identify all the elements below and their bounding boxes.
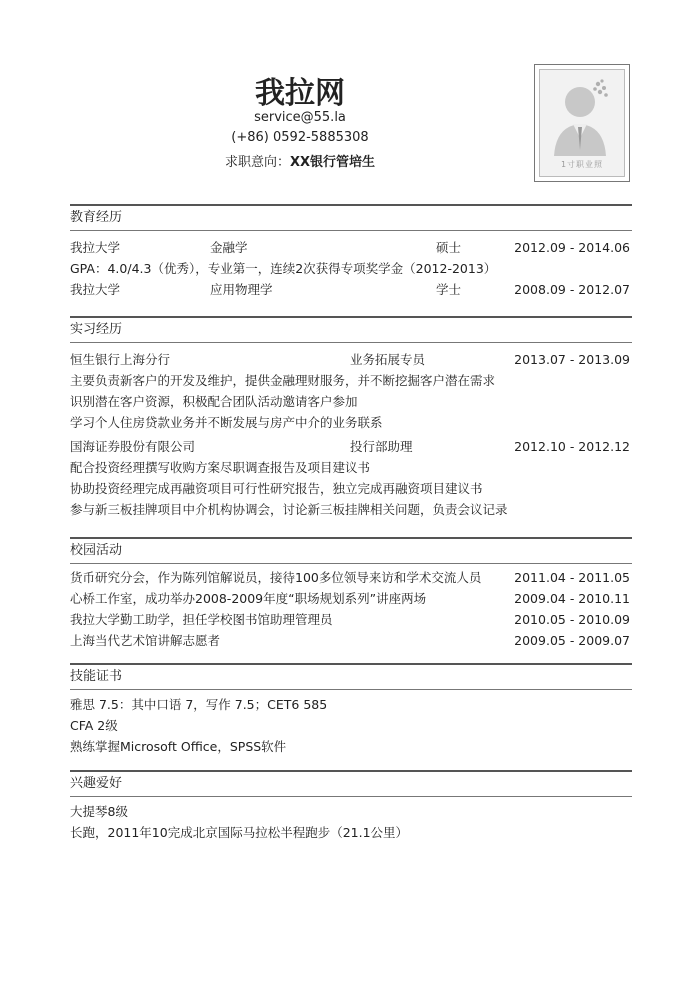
school-name: 我拉大学 [70, 282, 121, 297]
detail-line: 配合投资经理撰写收购方案尽职调查报告及项目建议书 [70, 460, 371, 475]
date-range: 2012.09 - 2014.06 [514, 240, 630, 255]
campus-entry [70, 609, 632, 630]
school-name: 我拉大学 [70, 240, 121, 255]
applicant-name: 我拉网 [255, 76, 345, 111]
profile-photo-placeholder [534, 64, 630, 182]
degree: 硕士 [436, 240, 462, 255]
skill-line: CFA 2级 [70, 718, 118, 733]
activity-text: 我拉大学勤工助学，担任学校图书馆助理管理员 [70, 612, 333, 627]
education-title: 教育经历 [70, 204, 632, 231]
education-section [70, 204, 632, 300]
date-range: 2008.09 - 2012.07 [514, 282, 630, 297]
detail-line: 识别潜在客户资源，积极配合团队活动邀请客户参加 [70, 394, 358, 409]
internship-entry [70, 436, 632, 457]
date-range: 2012.10 - 2012.12 [514, 439, 630, 454]
skills-title: 技能证书 [70, 663, 632, 690]
gpa-line: GPA：4.0/4.3（优秀），专业第一，连续2次获得专项奖学金（2012-2013） [70, 261, 497, 276]
email-text: service@55.la [254, 110, 346, 125]
campus-section [70, 537, 632, 651]
position-title: 业务拓展专员 [350, 352, 426, 367]
job-intent [150, 151, 450, 170]
campus-entry [70, 567, 632, 588]
company-name: 恒生银行上海分行 [70, 352, 171, 367]
detail-line: 协助投资经理完成再融资项目可行性研究报告，独立完成再融资项目建议书 [70, 481, 483, 496]
date-range: 2011.04 - 2011.05 [514, 570, 630, 585]
detail-line: 参与新三板挂牌项目中介机构协调会，讨论新三板挂牌相关问题，负责会议记录 [70, 502, 508, 517]
campus-entry [70, 588, 632, 609]
company-name: 国海证券股份有限公司 [70, 439, 196, 454]
detail-line: 主要负责新客户的开发及维护，提供金融理财服务，并不断挖掘客户潜在需求 [70, 373, 496, 388]
date-range: 2009.04 - 2010.11 [514, 591, 630, 606]
major: 应用物理学 [210, 282, 273, 297]
hobbies-title: 兴趣爱好 [70, 770, 632, 797]
hobbies-section [70, 770, 632, 843]
hobby-line: 大提琴8级 [70, 804, 128, 819]
job-intent-label: 求职意向： [224, 155, 290, 170]
photo-frame [539, 69, 625, 177]
date-range: 2013.07 - 2013.09 [514, 352, 630, 367]
detail-line: 学习个人住房贷款业务并不断发展与房产中介的业务联系 [70, 415, 383, 430]
campus-title: 校园活动 [70, 537, 632, 564]
internship-entry [70, 349, 632, 370]
internship-section [70, 316, 632, 520]
activity-text: 心桥工作室，成功举办2008-2009年度“职场规划系列”讲座两场 [70, 591, 427, 606]
activity-text: 货币研究分会，作为陈列馆解说员，接待100多位领导来访和学术交流人员 [70, 570, 482, 585]
education-entry [70, 237, 632, 258]
phone-text: (+86) 0592-5885308 [231, 130, 369, 145]
date-range: 2009.05 - 2009.07 [514, 633, 630, 648]
campus-entry [70, 630, 632, 651]
skill-line: 熟练掌握Microsoft Office，SPSS软件 [70, 739, 287, 754]
position-title: 投行部助理 [350, 439, 413, 454]
internship-title: 实习经历 [70, 316, 632, 343]
activity-text: 上海当代艺术馆讲解志愿者 [70, 633, 221, 648]
hobby-line: 长跑，2011年10完成北京国际马拉松半程跑步（21.1公里） [70, 825, 409, 840]
photo-caption: 1寸职业照 [560, 160, 604, 169]
skill-line: 雅思 7.5：其中口语 7，写作 7.5；CET6 585 [70, 697, 328, 712]
date-range: 2010.05 - 2010.09 [514, 612, 630, 627]
education-entry [70, 279, 632, 300]
job-intent-value: XX银行管培生 [289, 155, 376, 170]
major: 金融学 [210, 240, 248, 255]
skills-section [70, 663, 632, 757]
degree: 学士 [436, 282, 462, 297]
